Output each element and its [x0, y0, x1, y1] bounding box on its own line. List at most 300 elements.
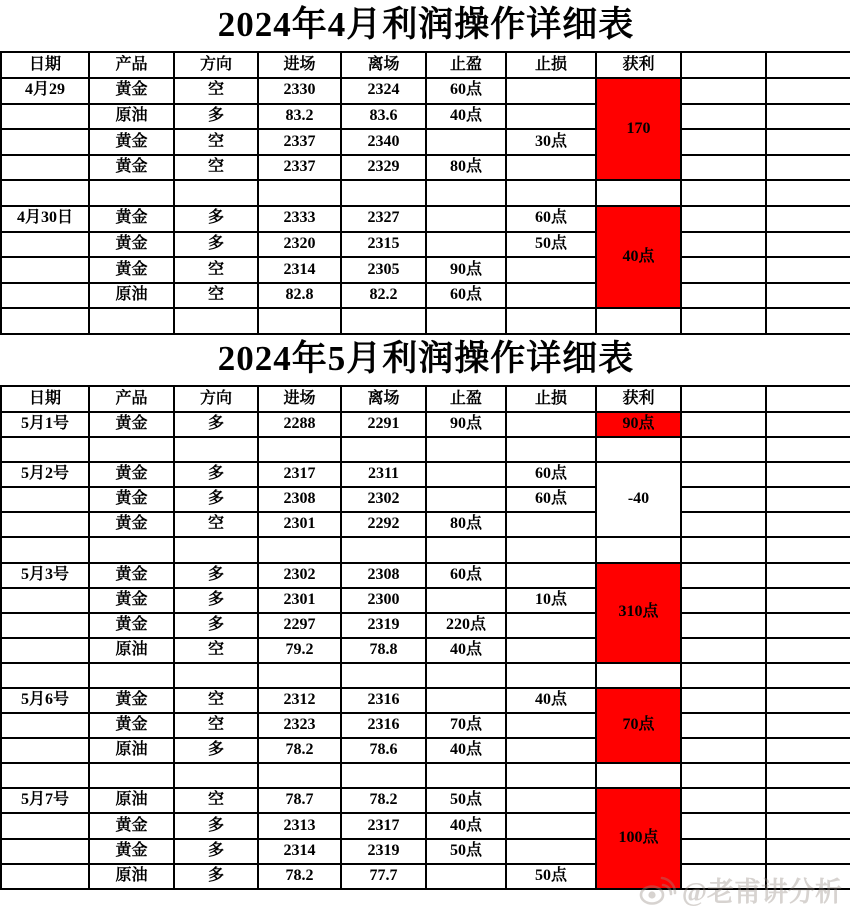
cell-stop-loss	[506, 78, 596, 104]
cell-extra	[681, 537, 766, 562]
cell-exit: 82.2	[341, 283, 426, 309]
cell-product: 黄金	[89, 487, 174, 512]
cell-date	[1, 129, 89, 155]
cell-extra	[766, 613, 850, 638]
cell-extra	[681, 864, 766, 889]
cell-extra	[766, 308, 850, 334]
cell-extra	[766, 155, 850, 181]
table-row	[1, 206, 850, 232]
cell-direction: 多	[174, 563, 258, 588]
cell-exit: 2315	[341, 232, 426, 258]
table-row	[1, 563, 850, 588]
cell-extra	[681, 512, 766, 537]
april-table-body	[1, 0, 850, 334]
cell-date	[1, 232, 89, 258]
cell-date	[1, 588, 89, 613]
cell-entry	[258, 763, 341, 788]
cell-extra	[681, 232, 766, 258]
cell-extra	[766, 663, 850, 688]
cell-product	[89, 663, 174, 688]
table-row	[1, 537, 850, 562]
column-header: 进场	[258, 386, 341, 412]
cell-date	[1, 537, 89, 562]
cell-extra	[766, 588, 850, 613]
cell-exit: 2327	[341, 206, 426, 232]
cell-product: 原油	[89, 104, 174, 130]
cell-take-profit	[426, 462, 506, 487]
cell-date	[1, 613, 89, 638]
table-title: 2024年5月利润操作详细表	[1, 333, 850, 386]
cell-extra	[681, 738, 766, 763]
column-header: 止损	[506, 52, 596, 78]
cell-product: 原油	[89, 738, 174, 763]
cell-date	[1, 512, 89, 537]
cell-extra	[681, 437, 766, 462]
cell-direction: 多	[174, 206, 258, 232]
cell-extra	[681, 788, 766, 813]
cell-entry: 2312	[258, 688, 341, 713]
table-title: 2024年4月利润操作详细表	[1, 0, 850, 52]
cell-product	[89, 180, 174, 206]
cell-extra	[681, 155, 766, 181]
cell-take-profit	[426, 688, 506, 713]
cell-extra	[681, 663, 766, 688]
table-row	[1, 788, 850, 813]
table-row	[1, 283, 850, 309]
cell-product: 黄金	[89, 813, 174, 838]
cell-extra	[766, 232, 850, 258]
column-header: 方向	[174, 52, 258, 78]
cell-product: 黄金	[89, 688, 174, 713]
cell-extra	[681, 283, 766, 309]
cell-take-profit: 40点	[426, 638, 506, 663]
cell-product	[89, 763, 174, 788]
cell-entry	[258, 180, 341, 206]
cell-take-profit	[426, 537, 506, 562]
cell-entry: 2330	[258, 78, 341, 104]
cell-extra	[681, 688, 766, 713]
cell-product: 黄金	[89, 713, 174, 738]
cell-extra	[681, 713, 766, 738]
cell-profit	[596, 537, 681, 562]
cell-extra	[766, 487, 850, 512]
table-row	[1, 738, 850, 763]
cell-direction: 多	[174, 412, 258, 437]
cell-product: 黄金	[89, 232, 174, 258]
cell-entry: 2320	[258, 232, 341, 258]
column-header: 进场	[258, 52, 341, 78]
cell-stop-loss	[506, 813, 596, 838]
cell-stop-loss	[506, 763, 596, 788]
cell-extra	[681, 638, 766, 663]
cell-profit: 170	[596, 78, 681, 180]
cell-direction	[174, 537, 258, 562]
cell-entry: 2314	[258, 839, 341, 864]
cell-take-profit	[426, 437, 506, 462]
cell-extra	[681, 129, 766, 155]
cell-entry	[258, 437, 341, 462]
cell-stop-loss	[506, 308, 596, 334]
cell-extra	[681, 588, 766, 613]
cell-entry: 2301	[258, 512, 341, 537]
cell-stop-loss	[506, 613, 596, 638]
cell-stop-loss: 50点	[506, 232, 596, 258]
cell-extra	[766, 257, 850, 283]
cell-product: 黄金	[89, 412, 174, 437]
cell-direction: 空	[174, 512, 258, 537]
cell-date	[1, 155, 89, 181]
cell-date	[1, 283, 89, 309]
cell-exit: 78.8	[341, 638, 426, 663]
cell-date	[1, 308, 89, 334]
cell-exit: 2317	[341, 813, 426, 838]
cell-entry: 78.2	[258, 864, 341, 889]
cell-direction	[174, 763, 258, 788]
cell-profit	[596, 180, 681, 206]
cell-take-profit	[426, 308, 506, 334]
cell-product: 原油	[89, 283, 174, 309]
cell-direction: 空	[174, 788, 258, 813]
column-header: 离场	[341, 52, 426, 78]
cell-date: 4月30日	[1, 206, 89, 232]
cell-direction	[174, 180, 258, 206]
table-row	[1, 839, 850, 864]
cell-product: 黄金	[89, 206, 174, 232]
cell-date: 4月29	[1, 78, 89, 104]
cell-take-profit: 50点	[426, 839, 506, 864]
cell-date: 5月2号	[1, 462, 89, 487]
cell-exit: 2291	[341, 412, 426, 437]
cell-direction	[174, 663, 258, 688]
table-row	[1, 864, 850, 889]
cell-exit: 2316	[341, 688, 426, 713]
cell-stop-loss: 60点	[506, 487, 596, 512]
table-row	[1, 257, 850, 283]
cell-extra	[766, 813, 850, 838]
column-header: 产品	[89, 386, 174, 412]
cell-profit: -40	[596, 462, 681, 537]
cell-date	[1, 763, 89, 788]
cell-extra	[681, 78, 766, 104]
cell-extra	[766, 688, 850, 713]
cell-entry: 79.2	[258, 638, 341, 663]
cell-stop-loss	[506, 512, 596, 537]
table-row	[1, 638, 850, 663]
cell-direction: 多	[174, 813, 258, 838]
cell-direction: 多	[174, 487, 258, 512]
cell-entry	[258, 537, 341, 562]
cell-extra	[766, 462, 850, 487]
cell-stop-loss	[506, 437, 596, 462]
cell-exit: 77.7	[341, 864, 426, 889]
table-row	[1, 487, 850, 512]
column-header: 获利	[596, 52, 681, 78]
cell-entry: 2337	[258, 129, 341, 155]
cell-profit	[596, 763, 681, 788]
cell-extra	[681, 206, 766, 232]
cell-take-profit: 40点	[426, 104, 506, 130]
cell-entry: 2297	[258, 613, 341, 638]
table-row	[1, 104, 850, 130]
cell-exit	[341, 437, 426, 462]
cell-direction: 空	[174, 155, 258, 181]
table-title-row	[1, 0, 850, 52]
cell-take-profit	[426, 206, 506, 232]
column-header	[681, 52, 766, 78]
cell-take-profit: 90点	[426, 412, 506, 437]
cell-extra	[681, 462, 766, 487]
cell-stop-loss	[506, 180, 596, 206]
cell-entry: 78.2	[258, 738, 341, 763]
column-header: 产品	[89, 52, 174, 78]
cell-profit: 100点	[596, 788, 681, 888]
cell-stop-loss	[506, 788, 596, 813]
cell-exit: 2300	[341, 588, 426, 613]
cell-date	[1, 638, 89, 663]
cell-take-profit	[426, 180, 506, 206]
table-header-row	[1, 52, 850, 78]
column-header: 止损	[506, 386, 596, 412]
cell-date	[1, 257, 89, 283]
cell-take-profit	[426, 487, 506, 512]
cell-exit: 78.2	[341, 788, 426, 813]
cell-stop-loss	[506, 257, 596, 283]
column-header: 获利	[596, 386, 681, 412]
cell-take-profit: 60点	[426, 563, 506, 588]
cell-extra	[681, 813, 766, 838]
cell-stop-loss	[506, 663, 596, 688]
cell-direction: 多	[174, 588, 258, 613]
cell-direction: 多	[174, 864, 258, 889]
cell-stop-loss: 60点	[506, 206, 596, 232]
cell-stop-loss: 50点	[506, 864, 596, 889]
cell-date	[1, 713, 89, 738]
cell-direction: 空	[174, 129, 258, 155]
cell-take-profit	[426, 232, 506, 258]
cell-take-profit: 60点	[426, 283, 506, 309]
cell-take-profit: 80点	[426, 512, 506, 537]
cell-stop-loss	[506, 638, 596, 663]
cell-take-profit: 40点	[426, 813, 506, 838]
cell-profit	[596, 308, 681, 334]
cell-exit: 2319	[341, 613, 426, 638]
cell-direction	[174, 308, 258, 334]
cell-profit: 70点	[596, 688, 681, 763]
cell-entry: 2302	[258, 563, 341, 588]
cell-entry: 2337	[258, 155, 341, 181]
cell-extra	[766, 839, 850, 864]
cell-product: 黄金	[89, 839, 174, 864]
cell-date	[1, 738, 89, 763]
cell-extra	[766, 180, 850, 206]
cell-extra	[766, 638, 850, 663]
cell-extra	[681, 257, 766, 283]
column-header: 日期	[1, 52, 89, 78]
cell-date	[1, 437, 89, 462]
cell-take-profit: 50点	[426, 788, 506, 813]
cell-profit: 90点	[596, 412, 681, 437]
cell-date	[1, 663, 89, 688]
table-row	[1, 462, 850, 487]
cell-exit: 2311	[341, 462, 426, 487]
table-row	[1, 713, 850, 738]
cell-direction: 多	[174, 104, 258, 130]
cell-take-profit: 90点	[426, 257, 506, 283]
cell-extra	[766, 713, 850, 738]
cell-entry: 82.8	[258, 283, 341, 309]
cell-entry: 2314	[258, 257, 341, 283]
table-row	[1, 412, 850, 437]
cell-stop-loss: 40点	[506, 688, 596, 713]
cell-take-profit	[426, 864, 506, 889]
table-row	[1, 78, 850, 104]
cell-product	[89, 437, 174, 462]
cell-take-profit: 80点	[426, 155, 506, 181]
cell-entry: 2317	[258, 462, 341, 487]
cell-take-profit	[426, 763, 506, 788]
table-row	[1, 129, 850, 155]
cell-product: 原油	[89, 864, 174, 889]
cell-extra	[681, 308, 766, 334]
cell-direction: 空	[174, 78, 258, 104]
cell-extra	[766, 104, 850, 130]
cell-product: 黄金	[89, 588, 174, 613]
table-row	[1, 813, 850, 838]
cell-product: 黄金	[89, 462, 174, 487]
cell-stop-loss	[506, 537, 596, 562]
cell-direction: 空	[174, 688, 258, 713]
cell-exit: 78.6	[341, 738, 426, 763]
column-header: 止盈	[426, 386, 506, 412]
cell-extra	[681, 839, 766, 864]
cell-stop-loss	[506, 412, 596, 437]
cell-profit	[596, 663, 681, 688]
column-header: 离场	[341, 386, 426, 412]
cell-product: 黄金	[89, 563, 174, 588]
cell-extra	[766, 129, 850, 155]
column-header: 方向	[174, 386, 258, 412]
cell-extra	[766, 563, 850, 588]
cell-direction: 空	[174, 638, 258, 663]
cell-direction: 多	[174, 613, 258, 638]
cell-stop-loss	[506, 713, 596, 738]
cell-date: 5月7号	[1, 788, 89, 813]
cell-direction: 多	[174, 462, 258, 487]
cell-extra	[766, 788, 850, 813]
cell-date	[1, 839, 89, 864]
cell-extra	[766, 206, 850, 232]
cell-date	[1, 487, 89, 512]
cell-stop-loss	[506, 839, 596, 864]
cell-date	[1, 864, 89, 889]
cell-product: 黄金	[89, 78, 174, 104]
cell-profit	[596, 437, 681, 462]
may-table-body	[1, 333, 850, 889]
cell-extra	[766, 537, 850, 562]
cell-extra	[766, 763, 850, 788]
cell-exit	[341, 537, 426, 562]
cell-extra	[681, 180, 766, 206]
cell-entry: 2323	[258, 713, 341, 738]
table-row	[1, 763, 850, 788]
cell-extra	[766, 283, 850, 309]
cell-stop-loss: 10点	[506, 588, 596, 613]
cell-extra	[766, 738, 850, 763]
cell-take-profit	[426, 129, 506, 155]
cell-extra	[681, 487, 766, 512]
cell-entry	[258, 308, 341, 334]
table-title-row	[1, 333, 850, 386]
cell-take-profit: 60点	[426, 78, 506, 104]
table-row	[1, 232, 850, 258]
cell-exit: 2316	[341, 713, 426, 738]
cell-entry: 2308	[258, 487, 341, 512]
cell-exit: 83.6	[341, 104, 426, 130]
column-header: 止盈	[426, 52, 506, 78]
table-header-row	[1, 386, 850, 412]
cell-take-profit: 70点	[426, 713, 506, 738]
cell-product: 黄金	[89, 155, 174, 181]
cell-entry: 2333	[258, 206, 341, 232]
table-row	[1, 512, 850, 537]
watermark-text: @老甫讲分析	[681, 877, 842, 907]
cell-extra	[681, 563, 766, 588]
cell-stop-loss	[506, 155, 596, 181]
cell-extra	[681, 104, 766, 130]
column-header	[766, 386, 850, 412]
cell-profit: 310点	[596, 563, 681, 663]
cell-product: 黄金	[89, 129, 174, 155]
cell-extra	[681, 412, 766, 437]
cell-extra	[766, 412, 850, 437]
cell-date: 5月1号	[1, 412, 89, 437]
cell-entry	[258, 663, 341, 688]
cell-product: 原油	[89, 638, 174, 663]
cell-direction: 多	[174, 232, 258, 258]
cell-product	[89, 537, 174, 562]
cell-exit	[341, 180, 426, 206]
cell-direction: 多	[174, 738, 258, 763]
table-row	[1, 613, 850, 638]
cell-profit: 40点	[596, 206, 681, 308]
cell-entry: 83.2	[258, 104, 341, 130]
table-row	[1, 588, 850, 613]
cell-date	[1, 180, 89, 206]
cell-extra	[681, 613, 766, 638]
cell-stop-loss: 30点	[506, 129, 596, 155]
table-row	[1, 308, 850, 334]
cell-extra	[766, 78, 850, 104]
column-header	[766, 52, 850, 78]
cell-stop-loss	[506, 738, 596, 763]
may-profit-table	[0, 333, 850, 890]
cell-extra	[766, 512, 850, 537]
cell-direction: 空	[174, 713, 258, 738]
cell-entry: 2288	[258, 412, 341, 437]
cell-product: 黄金	[89, 613, 174, 638]
cell-stop-loss	[506, 104, 596, 130]
table-row	[1, 180, 850, 206]
column-header: 日期	[1, 386, 89, 412]
april-profit-table	[0, 0, 850, 335]
cell-product: 黄金	[89, 257, 174, 283]
cell-stop-loss: 60点	[506, 462, 596, 487]
cell-take-profit: 220点	[426, 613, 506, 638]
cell-exit: 2305	[341, 257, 426, 283]
cell-exit	[341, 308, 426, 334]
cell-exit: 2324	[341, 78, 426, 104]
cell-date: 5月6号	[1, 688, 89, 713]
